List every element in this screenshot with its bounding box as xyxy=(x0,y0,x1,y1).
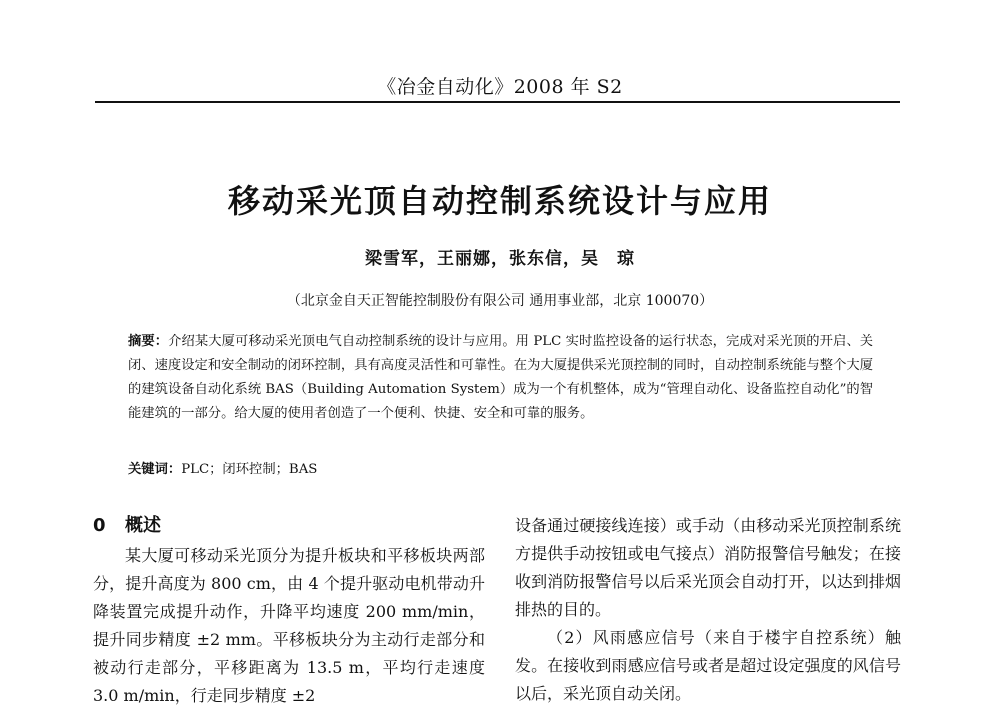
author-list: 梁雪军，王丽娜，张东信，吴 琼 xyxy=(365,249,635,269)
section-heading xyxy=(93,512,485,540)
section-number: 0 xyxy=(93,515,106,536)
journal-header: 《冶金自动化》2008 年 S2 xyxy=(377,76,623,98)
body-paragraph-continued: 设备通过硬接线连接）或手动（由移动采光顶控制系统方提供手动按钮或电气接点）消防报警信号触发；在接收到消防报警信号以后采光顶会自动打开，以达到排烟排热的目的。 xyxy=(515,516,901,619)
overview-paragraph: 某大厦可移动采光顶分为提升板块和平移板块两部分，提升高度为 800 cm，由 4 个提升驱动电机带动升降装置完成提升动作，升降平均速度 200 mm/min，提升同步精度 ±2 mm。平移板块分为主动行走部分和被动行走部分，平移距离为 13.5 m，平均行走速度 3.0 m/min，行走同步精度 ±2 xyxy=(93,546,485,705)
abstract-label: 摘要： xyxy=(128,334,169,349)
article-title: 移动采光顶自动控制系统设计与应用 xyxy=(227,182,772,220)
abstract xyxy=(128,330,873,426)
keywords xyxy=(128,458,317,477)
right-column xyxy=(515,512,901,708)
section-title: 概述 xyxy=(125,515,161,536)
body-paragraph-wind-rain: （2）风雨感应信号（来自于楼宇自控系统）触发。在接收到雨感应信号或者是超过设定强度的风信号以后，采光顶自动关闭。 xyxy=(515,628,901,703)
keywords-label: 关键词： xyxy=(128,462,182,477)
abstract-text: 介绍某大厦可移动采光顶电气自动控制系统的设计与应用。用 PLC 实时监控设备的运行状态，完成对采光顶的开启、关闭、速度设定和安全制动的闭环控制，具有高度灵活性和可靠性。在为大厦提供采光顶控制的同时，自动控制系统能与整个大厦的建筑设备自动化系统 BAS（Building Automation System）成为一个有机整体，成为“管理自动化、设备监控自动化”的智能建筑的一部分。给大厦的使用者创造了一个便利、快捷、安全和可靠的服务。 xyxy=(128,334,874,421)
keywords-text: PLC；闭环控制；BAS xyxy=(181,462,318,477)
left-column xyxy=(93,512,485,710)
author-affiliation: （北京金自天正智能控制股份有限公司 通用事业部，北京 100070） xyxy=(286,293,714,309)
header-divider xyxy=(95,101,900,103)
